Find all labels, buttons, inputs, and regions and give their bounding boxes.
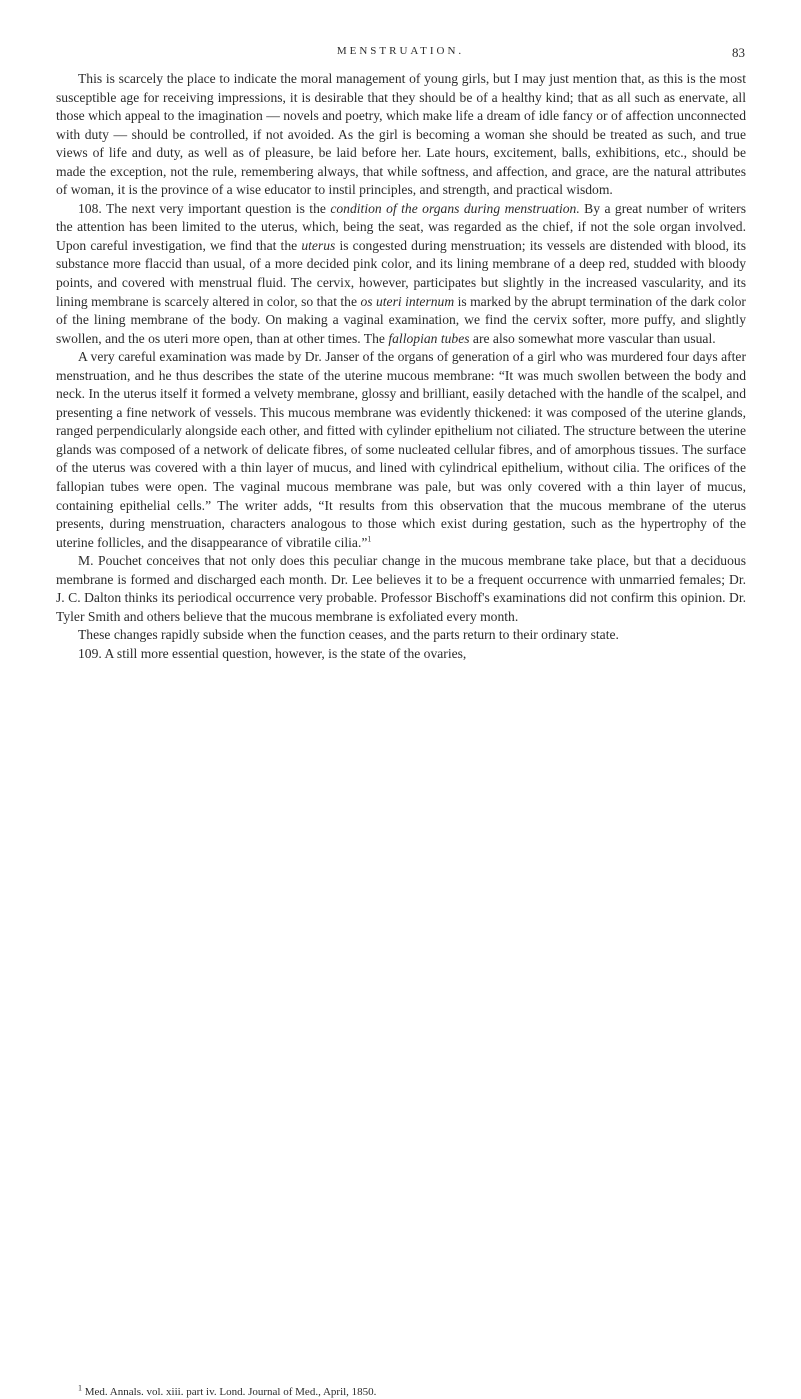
paragraph-janser <box>56 348 746 552</box>
text-run: are also somewhat more vascular than usual. <box>469 330 716 346</box>
body-text <box>56 70 746 664</box>
emphasis-text: uterus <box>301 237 336 253</box>
paragraph-109 <box>56 645 746 664</box>
footnote-text: Med. Annals. vol. xiii. part iv. Lond. Journal of Med., April, 1850. <box>84 1386 377 1398</box>
text-run: A very careful examination was made by Dr. Janser of the organs of generation of a girl who was murdered four days after menstruation, and he thus describes the state of the uterine mucous membrane: “It was much swollen between the body and neck. In the uterus itself it formed a velvety membrane, glossy and brilliant, easily detached with the handle of the scalpel, and presenting a fine network of vessels. This mucous membrane was evidently thickened: it was composed of the uterine glands, ranged perpendicularly alongside each other, and fitted with cylinder epithelium not ciliated. The structure between the uterine glands was composed of a network of delicate fibres, of some nucleated cellular fibres, and of amorphous tissues. The surface of the uterus was covered with a thin layer of mucus, and lined with cylindrical epithelium, without cilia. The orifices of the fallopian tubes were open. The vaginal mucous membrane was pale, but was only covered with a thin layer of mucus, containing epithelial cells.” The writer adds, “It results from this observation that the mucous membrane of the uterus presents, during menstruation, characters analogous to those which exist during gestation, such as the hypertrophy of the uterine follicles, and the disappearance of vibratile cilia.” <box>56 349 746 550</box>
text-run: is marked by the abrupt termination of the dark color of the lining membrane of the body. On making a vaginal examination, we find the cervix softer, more puffy, and slightly swollen, and the os uteri more open, than at other times. The <box>56 293 746 346</box>
footnote <box>56 1383 746 1399</box>
text-run: The next very important question is the <box>106 200 331 216</box>
emphasis-text: fallopian tubes <box>388 330 470 346</box>
text-run: is congested during menstruation; its vessels are distended with blood, its substance more flaccid than usual, of a more decided pink color, and its lining membrane of a deep red, studded with bloody points, and covered with menstrual fluid. The cervix, however, participates but slightly in the increased vascularity, and its lining membrane is scarcely altered in color, so that the <box>56 237 746 309</box>
text-run: By a great number of writers the attention has been limited to the uterus, which, being the seat, was regarded as the chief, if not the sole organ involved. Upon careful investigation, we find that the <box>56 200 746 253</box>
paragraph-pouchet: M. Pouchet conceives that not only does this peculiar change in the mucous membrane take place, but that a deciduous membrane is formed and discharged each month. Dr. Lee believes it to be a frequent occurrence with unmarried females; Dr. J. C. Dalton thinks its periodical occurrence very probable. Professor Bischoff's examinations did not confirm this opinion. Dr. Tyler Smith and others believe that the mucous membrane is exfoliated every month. <box>56 553 746 624</box>
paragraph-changes: These changes rapidly subside when the function ceases, and the parts return to their ordinary state. <box>78 627 619 643</box>
running-head: MENSTRUATION. <box>336 45 465 57</box>
paragraph-moral-management: This is scarcely the place to indicate the moral management of young girls, but I may just mention that, as this is the most susceptible age for receiving impressions, it is desirable that they should be of a healthy kind; that as all such as enervate, all those which appeal to the imagination — novels and poetry, which make life a dream of idle fancy or of affection unconnected with duty — should be controlled, if not avoided. As the girl is becoming a woman she should be treated as such, and true views of life and duty, as well as of pleasure, be laid before her. Late hours, excitement, balls, exhibitions, etc., should be made the exception, not the rule, remembering always, that while softness, and affection, and grace, are the natural attributes of woman, it is the province of a wise educator to instil principles, and strength, and practical wisdom. <box>56 71 746 198</box>
paragraph-108 <box>56 200 746 348</box>
footnote-ref: 1 <box>367 534 372 544</box>
section-number: 109. <box>78 645 102 661</box>
section-number: 108. <box>78 200 102 216</box>
footnote-marker: 1 <box>78 1383 82 1393</box>
page-number: 83 <box>732 45 745 60</box>
text-run: A still more essential question, however, is the state of the ovaries, <box>104 645 467 661</box>
emphasis-text: condition of the organs during menstruation. <box>330 200 580 216</box>
emphasis-text: os uteri internum <box>360 293 455 309</box>
page-header <box>56 45 745 65</box>
